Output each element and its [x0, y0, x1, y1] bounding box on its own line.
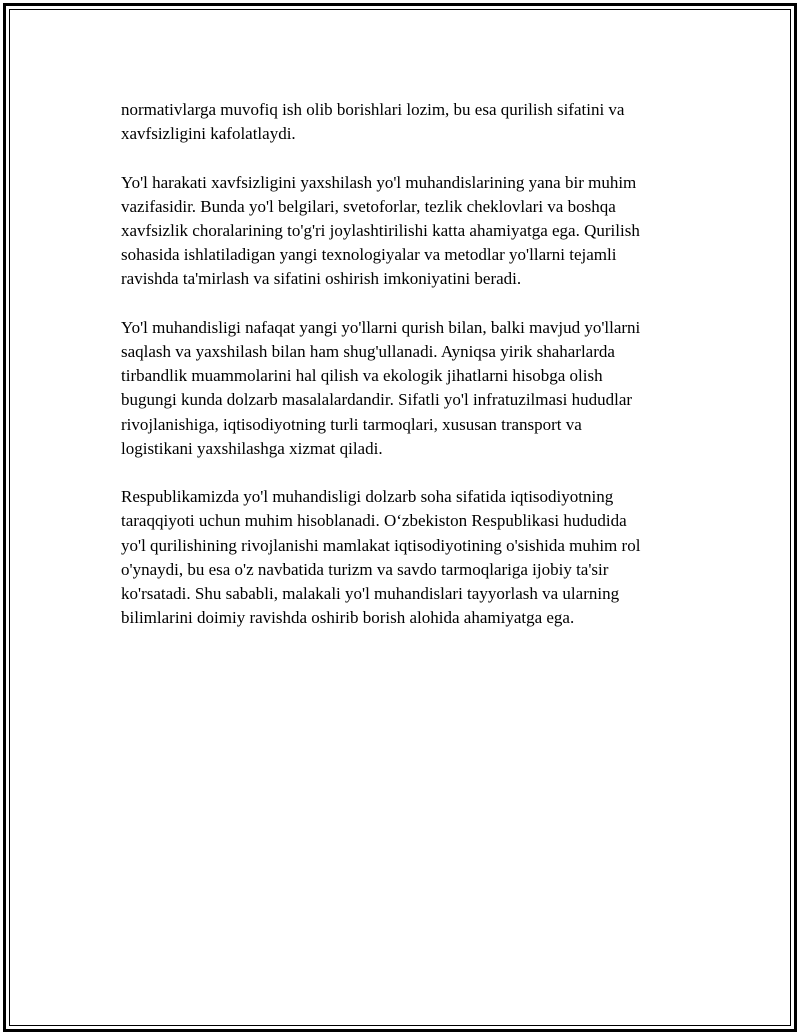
- page-border: [3, 3, 797, 1032]
- text-line: bugungi kunda dolzarb masalalardandir. Sifatli yo'l infratuzilmasi hududlar: [121, 390, 633, 410]
- text-line: logistikani yaxshilashga xizmat qiladi.: [121, 438, 383, 458]
- text-line: xavfsizligini kafolatlaydi.: [121, 124, 296, 144]
- text-line: vazifasidir. Bunda yo'l belgilari, svetoforlar, tezlik cheklovlari va boshqa: [121, 196, 616, 216]
- text-line: Yo'l muhandisligi nafaqat yangi yo'llarni qurish bilan, balki mavjud yo'llarni: [121, 317, 641, 337]
- text-line: normativlarga muvofiq ish olib borishlari lozim, bu esa qurilish sifatini va: [121, 100, 625, 119]
- text-line: sohasida ishlatiladigan yangi texnologiyalar va metodlar yo'llarni tejamli: [121, 245, 617, 265]
- document-body: [121, 98, 701, 655]
- text-line: tirbandlik muammolarini hal qilish va ekologik jihatlarni hisobga olish: [121, 366, 603, 386]
- text-line: rivojlanishiga, iqtisodiyotning turli tarmoqlari, xususan transport va: [121, 414, 582, 434]
- paragraph: [121, 316, 701, 461]
- text-line: taraqqiyoti uchun muhim hisoblanadi. O‘zbekiston Respublikasi hududida: [121, 511, 627, 531]
- text-line: ko'rsatadi. Shu sababli, malakali yo'l muhandislari tayyorlash va ularning: [121, 584, 620, 604]
- text-line: ravishda ta'mirlash va sifatini oshirish imkoniyatini beradi.: [121, 269, 522, 289]
- text-line: o'ynaydi, bu esa o'z navbatida turizm va savdo tarmoqlariga ijobiy ta'sir: [121, 559, 609, 579]
- paragraph: [121, 485, 701, 630]
- text-line: saqlash va yaxshilash bilan ham shug'ullanadi. Ayniqsa yirik shaharlarda: [121, 342, 615, 361]
- text-line: Respublikamizda yo'l muhandisligi dolzarb soha sifatida iqtisodiyotning: [121, 487, 614, 507]
- text-line: bilimlarini doimiy ravishda oshirib borish alohida ahamiyatga ega.: [121, 608, 575, 628]
- text-line: yo'l qurilishining rivojlanishi mamlakat iqtisodiyotining o'sishida muhim rol: [121, 535, 641, 555]
- text-line: Yo'l harakati xavfsizligini yaxshilash yo'l muhandislarining yana bir muhim: [121, 172, 637, 192]
- paragraph: [121, 98, 701, 146]
- text-line: xavfsizlik choralarining to'g'ri joylashtirilishi katta ahamiyatga ega. Qurilish: [121, 221, 640, 240]
- paragraph: [121, 171, 701, 292]
